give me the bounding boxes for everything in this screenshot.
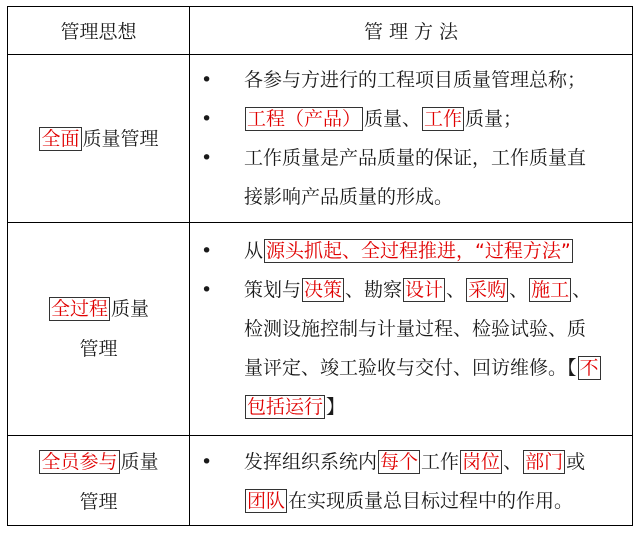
highlight-term: 不 <box>579 357 599 379</box>
header-management-method: 管 理 方 法 <box>363 21 459 43</box>
row-comprehensive-thought <box>8 55 189 222</box>
method-line <box>190 310 632 349</box>
highlight-term: 团队 <box>247 490 286 512</box>
highlight-term: 全面 <box>41 127 80 150</box>
text-segment: 】 <box>326 396 346 418</box>
text-segment: 、 <box>509 279 529 301</box>
thought-line <box>79 482 117 522</box>
bullet-icon: • <box>201 147 213 169</box>
highlight-term: 设计 <box>405 279 444 301</box>
method-line <box>190 482 632 521</box>
method-line <box>190 271 632 310</box>
bullet-icon: • <box>201 108 213 130</box>
text-segment: 质量、 <box>364 108 422 130</box>
text-segment: 量评定、竣工验收与交付、回访维修。【 <box>244 357 577 379</box>
text-segment: 管理 <box>79 338 118 360</box>
text-segment: 质量 <box>120 450 159 473</box>
bullet-icon: • <box>201 240 213 262</box>
highlight-term: 岗位 <box>462 451 501 473</box>
row-whole-process-method <box>190 232 632 427</box>
text-segment: 管理 <box>79 490 118 513</box>
row-comprehensive-method <box>190 61 632 217</box>
highlight-term: 工程（产品） <box>247 108 362 130</box>
thought-line <box>48 289 149 329</box>
text-segment: 、 <box>503 451 523 473</box>
bullet-icon: • <box>201 69 213 91</box>
method-line <box>190 61 632 100</box>
text-segment: 质量 <box>111 298 150 320</box>
row-all-staff-thought <box>8 436 189 527</box>
method-line <box>190 349 632 388</box>
highlight-term: 施工 <box>531 279 570 301</box>
thought-line <box>38 442 158 482</box>
text-segment: 或 <box>566 451 586 473</box>
bullet-icon: • <box>201 451 213 473</box>
management-table <box>7 6 633 526</box>
text-segment: 质量； <box>465 108 523 130</box>
highlight-term: 全员参与 <box>41 450 118 473</box>
highlight-term: 采购 <box>468 279 507 301</box>
text-segment: 、勘察 <box>345 279 403 301</box>
text-segment: 发挥组织系统内 <box>244 451 378 473</box>
text-segment: 、 <box>572 279 592 301</box>
text-segment: 策划与 <box>244 279 302 301</box>
text-segment: 、 <box>446 279 466 301</box>
text-segment: 工作 <box>421 451 460 473</box>
text-segment: 各参与方进行的工程项目质量管理总称； <box>244 69 587 91</box>
method-line <box>190 100 632 139</box>
highlight-term: 全过程 <box>50 298 108 320</box>
method-line <box>190 178 632 217</box>
bullet-icon: • <box>201 279 213 301</box>
thought-line <box>79 329 117 369</box>
highlight-term: 决策 <box>304 279 343 301</box>
highlight-term: 源头抓起、全过程推进，“过程方法” <box>266 240 571 262</box>
text-segment: 质量管理 <box>82 127 159 150</box>
header-management-thought: 管理思想 <box>60 21 137 43</box>
text-segment: 从 <box>244 240 264 262</box>
text-segment: 检测设施控制与计量过程、检验试验、质 <box>244 318 587 340</box>
method-line <box>190 388 632 427</box>
row-all-staff-method <box>190 443 632 521</box>
text-segment: 接影响产品质量的形成。 <box>244 186 454 208</box>
thought-line <box>38 119 158 159</box>
method-line <box>190 232 632 271</box>
highlight-term: 工作 <box>424 108 463 130</box>
method-line <box>190 139 632 178</box>
highlight-term: 每个 <box>380 451 419 473</box>
text-segment: 在实现质量总目标过程中的作用。 <box>288 490 574 512</box>
highlight-term: 包括运行 <box>247 396 324 418</box>
text-segment: 工作质量是产品质量的保证，工作质量直 <box>244 147 587 169</box>
row-whole-process-thought <box>8 223 189 435</box>
highlight-term: 部门 <box>525 451 564 473</box>
method-line <box>190 443 632 482</box>
